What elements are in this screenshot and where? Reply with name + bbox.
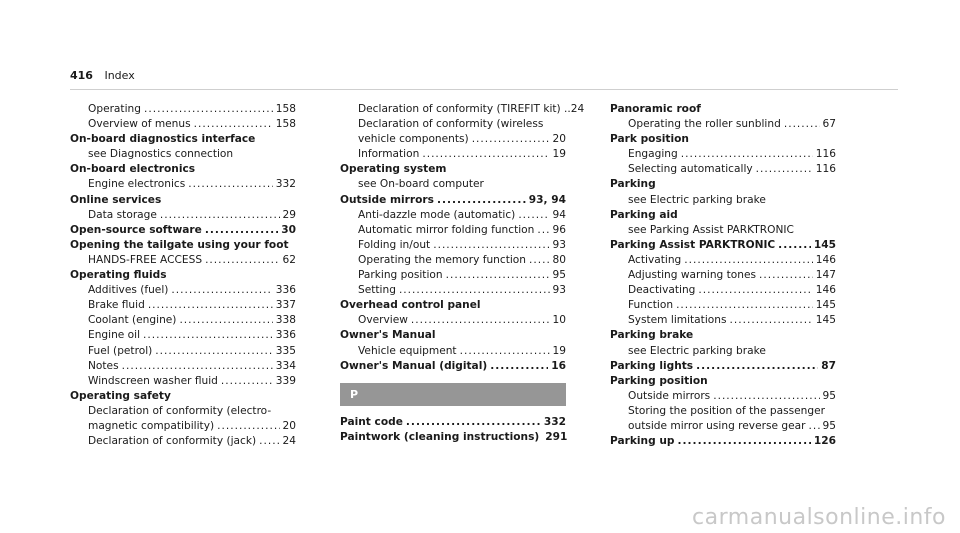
page-reference-link[interactable]: 95 [822, 419, 836, 432]
entry-text: Outside mirrors [340, 193, 434, 206]
dot-leader [684, 253, 812, 268]
entry-text: Windscreen washer fluid [88, 374, 218, 387]
entry-text: Online services [70, 193, 162, 206]
entry-text: Notes [88, 359, 119, 372]
dot-leader [696, 359, 818, 374]
entry-text: Setting [358, 284, 396, 297]
page-reference-link[interactable]: 95 [552, 269, 566, 282]
page-reference-link[interactable]: 30 [281, 223, 296, 236]
page-reference-link[interactable]: 93, 94 [528, 193, 566, 206]
dot-leader [160, 208, 280, 223]
index-reference [610, 344, 836, 359]
page-reference-link[interactable]: 20 [282, 419, 296, 432]
entry-text: Owner's Manual (digital) [340, 359, 488, 372]
index-subentry[interactable] [70, 102, 296, 117]
entry-text: see Electric parking brake [628, 344, 766, 357]
header-divider [70, 89, 898, 90]
page-header [70, 69, 135, 82]
index-subentry[interactable] [610, 117, 836, 132]
entry-text: see Diagnostics connection [88, 148, 234, 161]
entry-text: Function [628, 299, 674, 312]
entry-text: Paintwork (cleaning instructions) [340, 430, 540, 443]
dot-leader [437, 193, 526, 208]
dot-leader [529, 253, 550, 268]
entry-text: Overhead control panel [340, 299, 481, 312]
index-reference [610, 223, 836, 238]
index-subentry[interactable] [70, 253, 296, 268]
page-reference-link[interactable]: 291 [545, 430, 568, 443]
index-subentry[interactable] [610, 298, 836, 313]
page-reference-link[interactable]: 96 [552, 223, 566, 236]
index-entry [610, 208, 836, 223]
page-number: 416 [70, 69, 93, 82]
dot-leader [143, 328, 273, 343]
index-entry [340, 328, 566, 343]
index-subentry[interactable] [70, 344, 296, 359]
index-reference [610, 193, 836, 208]
entry-text: Parking aid [610, 208, 678, 221]
index-subentry[interactable] [340, 132, 566, 147]
page-reference-link[interactable]: 16 [551, 359, 566, 372]
index-subentry[interactable] [610, 162, 836, 177]
entry-text: Parking lights [610, 359, 694, 372]
dot-leader [698, 283, 812, 298]
index-entry[interactable] [70, 223, 296, 238]
page-reference-link[interactable]: 336 [275, 284, 296, 297]
index-subentry[interactable] [340, 223, 566, 238]
entry-text: HANDS-FREE ACCESS [88, 253, 203, 266]
page-reference-link[interactable]: 337 [275, 299, 296, 312]
dot-leader [756, 162, 813, 177]
dot-leader [399, 283, 550, 298]
index-subentry[interactable] [610, 419, 836, 434]
index-entry [610, 374, 836, 389]
index-subentry[interactable] [610, 147, 836, 162]
index-subentry[interactable] [340, 283, 566, 298]
page-reference-link[interactable]: 29 [282, 208, 296, 221]
index-entry [70, 162, 296, 177]
entry-text: magnetic compatibility) [88, 419, 215, 432]
dot-leader [205, 253, 279, 268]
index-subentry[interactable] [340, 238, 566, 253]
index-entry[interactable] [340, 193, 566, 208]
entry-text: Paint code [340, 415, 403, 428]
watermark: carmanualsonline.info [692, 505, 946, 530]
index-entry [610, 132, 836, 147]
page-reference-link[interactable]: 19 [552, 148, 566, 161]
dot-leader [422, 147, 549, 162]
page-reference-link[interactable]: 20 [552, 133, 566, 146]
section-title: Index [104, 69, 135, 82]
entry-text: outside mirror using reverse gear [628, 419, 806, 432]
page-reference-link[interactable]: 94 [552, 208, 566, 221]
page-reference-link[interactable]: 334 [275, 359, 296, 372]
index-entry [340, 162, 566, 177]
entry-text: Automatic mirror folding function [358, 223, 535, 236]
dot-leader [518, 208, 549, 223]
index-entry[interactable] [610, 359, 836, 374]
page-reference-link[interactable]: 146 [815, 253, 836, 266]
page-reference-link[interactable]: 145 [815, 299, 836, 312]
index-entry [610, 177, 836, 192]
index-subentry[interactable] [70, 374, 296, 389]
entry-text: Parking position [610, 374, 708, 387]
index-subentry[interactable] [70, 177, 296, 192]
entry-text: Declaration of conformity (TIREFIT kit) .. [358, 103, 571, 115]
entry-text: Parking position [358, 269, 443, 282]
index-subentry[interactable] [340, 102, 585, 117]
index-entry [70, 389, 296, 404]
page-reference-link[interactable]: 24 [570, 103, 585, 115]
entry-text: Storing the position of the passenger [628, 404, 825, 417]
entry-text: Engaging [628, 148, 678, 161]
index-subentry[interactable] [610, 253, 836, 268]
index-subentry[interactable] [70, 117, 296, 132]
page-reference-link[interactable]: 126 [813, 435, 836, 448]
entry-text: Activating [628, 253, 682, 266]
index-entry [70, 238, 296, 253]
dot-leader [490, 359, 548, 374]
dot-leader [148, 298, 273, 313]
index-subentry[interactable] [70, 283, 296, 298]
entry-text: Fuel (petrol) [88, 344, 153, 357]
page-reference-link[interactable]: 335 [275, 344, 296, 357]
index-letter-heading: P [340, 383, 566, 406]
dot-leader [221, 374, 273, 389]
entry-text: vehicle components) [358, 133, 469, 146]
entry-text: Parking Assist PARKTRONIC [610, 238, 776, 251]
entry-text: Owner's Manual [340, 329, 436, 342]
index-subentry[interactable] [70, 208, 296, 223]
entry-text: Operating fluids [70, 269, 167, 282]
dot-leader [778, 238, 811, 253]
index-subentry[interactable] [70, 419, 296, 434]
entry-text: Engine electronics [88, 178, 186, 191]
entry-text: see Parking Assist PARKTRONIC [628, 223, 794, 236]
dot-leader [472, 132, 550, 147]
index-entry[interactable] [340, 415, 566, 430]
index-entry [70, 193, 296, 208]
dot-leader [759, 268, 813, 283]
page-reference-link[interactable]: 67 [822, 118, 836, 131]
entry-text: Parking brake [610, 329, 694, 342]
entry-text: see On-board computer [358, 178, 484, 191]
dot-leader [677, 434, 810, 449]
entry-text: Overview of menus [88, 118, 191, 131]
entry-text: Operating the memory function [358, 253, 526, 266]
page-reference-link[interactable]: 158 [275, 103, 296, 115]
index-subentry[interactable] [340, 313, 566, 328]
entry-text: Opening the tailgate using your foot [70, 238, 289, 251]
entry-text: Park position [610, 133, 689, 146]
dot-leader [446, 268, 550, 283]
index-reference [70, 404, 296, 419]
index-subentry[interactable] [70, 313, 296, 328]
entry-text: System limitations [628, 314, 727, 327]
index-reference [70, 147, 296, 162]
index-subentry[interactable] [340, 208, 566, 223]
entry-text: Operating the roller sunblind [628, 118, 781, 131]
entry-text: On-board diagnostics interface [70, 133, 256, 146]
index-entry [70, 132, 296, 147]
entry-text: Information [358, 148, 420, 161]
entry-text: Declaration of conformity (electro- [88, 404, 272, 417]
entry-text: Deactivating [628, 284, 696, 297]
entry-text: Adjusting warning tones [628, 269, 757, 282]
index-subentry[interactable] [70, 434, 296, 449]
entry-text: Folding in/out [358, 238, 431, 251]
dot-leader [460, 344, 550, 359]
index-entry[interactable] [340, 359, 566, 374]
dot-leader [729, 313, 812, 328]
page-reference-link[interactable]: 145 [815, 314, 836, 327]
entry-text: Brake fluid [88, 299, 145, 312]
index-subentry[interactable] [340, 344, 566, 359]
index-subentry[interactable] [340, 147, 566, 162]
dot-leader [155, 344, 273, 359]
dot-leader [433, 238, 549, 253]
page-reference-link[interactable]: 145 [813, 238, 836, 251]
index-subentry[interactable] [340, 268, 566, 283]
index-subentry[interactable] [70, 359, 296, 374]
page-reference-link[interactable]: 93 [552, 238, 566, 251]
page-reference-link[interactable]: 93 [552, 284, 566, 297]
entry-text: Parking up [610, 435, 675, 448]
dot-leader [784, 117, 820, 132]
entry-text: Additives (fuel) [88, 284, 169, 297]
page-reference-link[interactable]: 332 [275, 178, 296, 191]
dot-leader [681, 147, 813, 162]
dot-leader [122, 359, 273, 374]
index-entry [610, 102, 836, 117]
index-reference [340, 177, 566, 192]
index-subentry[interactable] [610, 283, 836, 298]
index-column-2 [340, 102, 585, 445]
page-reference-link[interactable]: 116 [815, 163, 836, 176]
entry-text: On-board electronics [70, 163, 196, 176]
page-reference-link[interactable]: 24 [282, 435, 296, 448]
dot-leader [171, 283, 272, 298]
index-entry[interactable] [340, 430, 566, 445]
entry-text: Overview [358, 314, 408, 327]
entry-text: Coolant (engine) [88, 314, 177, 327]
dot-leader [808, 419, 819, 434]
entry-text: Selecting automatically [628, 163, 753, 176]
index-subentry[interactable] [340, 253, 566, 268]
dot-leader [144, 102, 273, 117]
index-subentry[interactable] [70, 298, 296, 313]
page-reference-link[interactable]: 19 [552, 344, 566, 357]
dot-leader [676, 298, 813, 313]
index-entry[interactable] [610, 434, 836, 449]
index-subentry[interactable] [610, 313, 836, 328]
page-reference-link[interactable]: 146 [815, 284, 836, 297]
page-reference-link[interactable]: 158 [275, 118, 296, 131]
entry-text: Declaration of conformity (jack) [88, 435, 257, 448]
page-reference-link[interactable]: 332 [543, 415, 566, 428]
dot-leader [217, 419, 279, 434]
entry-text: Open-source software [70, 223, 202, 236]
page-reference-link[interactable]: 80 [552, 253, 566, 266]
page-reference-link[interactable]: 336 [275, 329, 296, 342]
page-reference-link[interactable]: 10 [552, 314, 566, 327]
page-reference-link[interactable]: 339 [275, 374, 296, 387]
entry-text: Data storage [88, 208, 157, 221]
index-entry [610, 328, 836, 343]
entry-text: see Electric parking brake [628, 193, 766, 206]
dot-leader [179, 313, 272, 328]
dot-leader [406, 415, 541, 430]
index-subentry[interactable] [610, 389, 836, 404]
index-entry[interactable] [610, 238, 836, 253]
entry-text: Engine oil [88, 329, 141, 342]
dot-leader [411, 313, 550, 328]
entry-text: Operating safety [70, 389, 171, 402]
dot-leader [188, 177, 273, 192]
entry-text: Anti-dazzle mode (automatic) [358, 208, 516, 221]
index-entry [70, 268, 296, 283]
index-entry [340, 298, 566, 313]
dot-leader [713, 389, 819, 404]
entry-text: Parking [610, 178, 656, 191]
index-subentry[interactable] [610, 268, 836, 283]
page-reference-link[interactable]: 116 [815, 148, 836, 161]
dot-leader [259, 434, 279, 449]
index-reference [340, 117, 566, 132]
entry-text: Panoramic roof [610, 103, 701, 115]
entry-text: Operating [88, 103, 141, 115]
index-reference [610, 404, 836, 419]
page-reference-link[interactable]: 147 [815, 269, 836, 282]
dot-leader [205, 223, 278, 238]
index-column-1 [70, 102, 296, 449]
entry-text: Vehicle equipment [358, 344, 457, 357]
entry-text: Operating system [340, 163, 447, 176]
page-reference-link[interactable]: 87 [821, 359, 836, 372]
index-subentry[interactable] [70, 328, 296, 343]
page-reference-link[interactable]: 338 [275, 314, 296, 327]
dot-leader [194, 117, 273, 132]
entry-text: Outside mirrors [628, 389, 711, 402]
dot-leader [537, 223, 549, 238]
page-reference-link[interactable]: 95 [822, 389, 836, 402]
entry-text: Declaration of conformity (wireless [358, 118, 544, 131]
page-reference-link[interactable]: 62 [282, 253, 296, 266]
index-column-3 [610, 102, 836, 449]
